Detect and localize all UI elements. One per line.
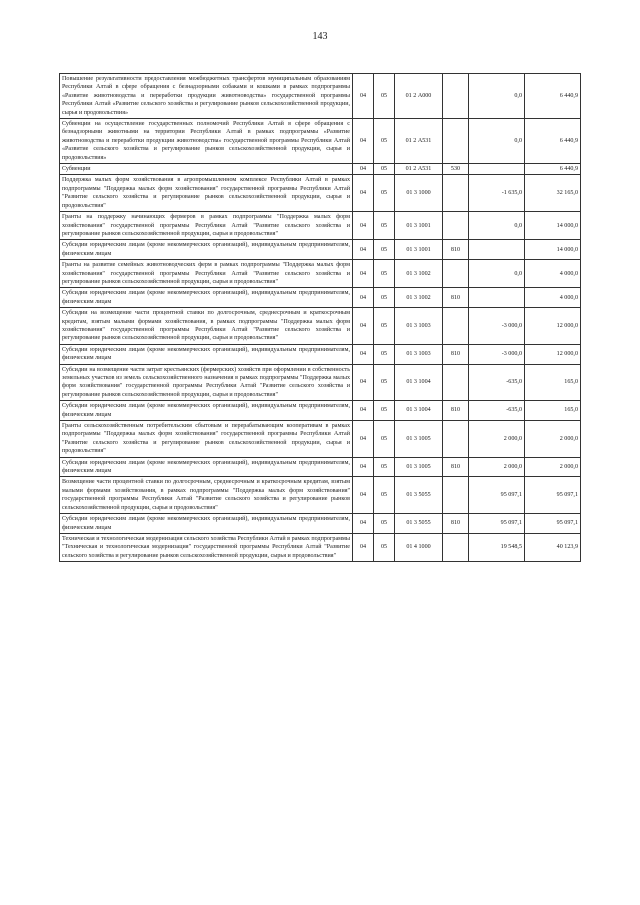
- change-amount-cell: 95 097,1: [469, 514, 525, 534]
- section-code-cell: 04: [353, 175, 374, 212]
- expense-type-cell: [443, 477, 469, 514]
- change-amount-cell: 2 000,0: [469, 421, 525, 458]
- total-amount-cell: 165,0: [525, 364, 581, 401]
- table-row: [60, 401, 581, 421]
- section-code-cell: 04: [353, 421, 374, 458]
- expense-type-cell: [443, 421, 469, 458]
- total-amount-cell: 14 000,0: [525, 240, 581, 260]
- total-amount-cell: 95 097,1: [525, 514, 581, 534]
- table-row: [60, 175, 581, 212]
- subsection-code-cell: 05: [374, 175, 395, 212]
- subsection-code-cell: 05: [374, 308, 395, 345]
- subsection-code-cell: 05: [374, 119, 395, 164]
- target-article-cell: 01 3 1004: [395, 364, 443, 401]
- subsection-code-cell: 05: [374, 344, 395, 364]
- section-code-cell: 04: [353, 401, 374, 421]
- total-amount-cell: 40 123,9: [525, 533, 581, 561]
- subsection-code-cell: 05: [374, 212, 395, 240]
- section-code-cell: 04: [353, 240, 374, 260]
- target-article-cell: 01 3 1003: [395, 344, 443, 364]
- total-amount-cell: 14 000,0: [525, 212, 581, 240]
- expense-type-cell: 810: [443, 514, 469, 534]
- table-row: [60, 212, 581, 240]
- section-code-cell: 04: [353, 477, 374, 514]
- change-amount-cell: 0,0: [469, 212, 525, 240]
- item-name-cell: Субсидии юридическим лицам (кроме некоммерческих организаций), индивидуальным предпринимателям, физическим лицам: [60, 514, 353, 534]
- section-code-cell: 04: [353, 308, 374, 345]
- section-code-cell: 04: [353, 260, 374, 288]
- item-name-cell: Субсидии юридическим лицам (кроме некоммерческих организаций), индивидуальным предпринимателям, физическим лицам: [60, 457, 353, 477]
- target-article-cell: 01 3 1002: [395, 260, 443, 288]
- target-article-cell: 01 3 1000: [395, 175, 443, 212]
- target-article-cell: 01 3 1003: [395, 308, 443, 345]
- table-row: [60, 477, 581, 514]
- expense-type-cell: 810: [443, 288, 469, 308]
- target-article-cell: 01 3 1001: [395, 240, 443, 260]
- total-amount-cell: 12 000,0: [525, 344, 581, 364]
- section-code-cell: 04: [353, 514, 374, 534]
- item-name-cell: Гранты на развитие семейных животноводческих ферм в рамках подпрограммы "Поддержка малых форм хозяйствования" государственной программы Республики Алтай "Развитие сельского хозяйства и регулирование рынков сельскохозяйственной продукции, сырья и продовольствия": [60, 260, 353, 288]
- expense-type-cell: 530: [443, 164, 469, 175]
- subsection-code-cell: 05: [374, 288, 395, 308]
- subsection-code-cell: 05: [374, 260, 395, 288]
- expense-type-cell: [443, 74, 469, 119]
- table-row: [60, 533, 581, 561]
- subsection-code-cell: 05: [374, 364, 395, 401]
- expense-type-cell: 810: [443, 240, 469, 260]
- change-amount-cell: 0,0: [469, 260, 525, 288]
- item-name-cell: Возмещение части процентной ставки по долгосрочным, среднесрочным и краткосрочным кредитам, взятым малыми формами хозяйствования, в рамках подпрограммы "Поддержка малых форм хозяйствования" государственной программы Республики Алтай "Развитие сельского хозяйства и регулирование рынков сельскохозяйственной продукции, сырья и продовольствия": [60, 477, 353, 514]
- table-row: [60, 260, 581, 288]
- change-amount-cell: -3 000,0: [469, 308, 525, 345]
- target-article-cell: 01 3 1005: [395, 457, 443, 477]
- change-amount-cell: -635,0: [469, 364, 525, 401]
- change-amount-cell: 95 097,1: [469, 477, 525, 514]
- total-amount-cell: 6 440,9: [525, 164, 581, 175]
- item-name-cell: Поддержка малых форм хозяйствования в агропромышленном комплексе Республики Алтай в рамках подпрограммы "Поддержка малых форм хозяйствования" государственной программы Республики Алтай "Развитие сельского хозяйства и регулирование рынков сельскохозяйственной продукции, сырья и продовольствия": [60, 175, 353, 212]
- total-amount-cell: 2 000,0: [525, 421, 581, 458]
- total-amount-cell: 6 440,9: [525, 119, 581, 164]
- expense-type-cell: 810: [443, 457, 469, 477]
- total-amount-cell: 4 000,0: [525, 288, 581, 308]
- target-article-cell: 01 3 1004: [395, 401, 443, 421]
- target-article-cell: 01 4 1000: [395, 533, 443, 561]
- expense-type-cell: [443, 212, 469, 240]
- expense-type-cell: 810: [443, 344, 469, 364]
- target-article-cell: 01 3 1005: [395, 421, 443, 458]
- budget-table: [59, 73, 581, 562]
- section-code-cell: 04: [353, 364, 374, 401]
- subsection-code-cell: 05: [374, 477, 395, 514]
- change-amount-cell: 19 548,5: [469, 533, 525, 561]
- item-name-cell: Гранты на поддержку начинающих фермеров в рамках подпрограммы "Поддержка малых форм хозяйствования" государственной программы Республики Алтай "Развитие сельского хозяйства и регулирование рынков сельскохозяйственной продукции, сырья и продовольствия": [60, 212, 353, 240]
- table-row: [60, 164, 581, 175]
- expense-type-cell: [443, 364, 469, 401]
- change-amount-cell: 0,0: [469, 74, 525, 119]
- item-name-cell: Повышение результативности предоставления межбюджетных трансфертов муниципальным образованиям Республики Алтай в сфере обращения с безнадзорными собаками и кошками в рамках подпрограммы «Развитие животноводства и переработки продукции животноводства» государственной программы Республики Алтай «Развитие сельского хозяйства и регулирование рынков сельскохозяйственной продукции, сырья и продовольствия»: [60, 74, 353, 119]
- expense-type-cell: 810: [443, 401, 469, 421]
- item-name-cell: Субвенции: [60, 164, 353, 175]
- item-name-cell: Гранты сельскохозяйственным потребительским сбытовым и перерабатывающим кооперативам в рамках подпрограммы "Поддержка малых форм хозяйствования" государственной программы Республики Алтай "Развитие сельского хозяйства и регулирование рынков сельскохозяйственной продукции, сырья и продовольствия": [60, 421, 353, 458]
- item-name-cell: Субсидии на возмещение части затрат крестьянских (фермерских) хозяйств при оформлении в собственность земельных участков из земель сельскохозяйственного назначения в рамках подпрограммы "Поддержка малых форм хозяйствования" государственной программы Республики Алтай "Развитие сельского хозяйства и регулирование рынков сельскохозяйственной продукции, сырья и продовольствия": [60, 364, 353, 401]
- table-row: [60, 119, 581, 164]
- change-amount-cell: -1 635,0: [469, 175, 525, 212]
- target-article-cell: 01 3 5055: [395, 514, 443, 534]
- table-row: [60, 344, 581, 364]
- change-amount-cell: [469, 164, 525, 175]
- section-code-cell: 04: [353, 344, 374, 364]
- subsection-code-cell: 05: [374, 240, 395, 260]
- section-code-cell: 04: [353, 119, 374, 164]
- section-code-cell: 04: [353, 74, 374, 119]
- expense-type-cell: [443, 119, 469, 164]
- change-amount-cell: 0,0: [469, 119, 525, 164]
- table-row: [60, 457, 581, 477]
- change-amount-cell: 2 000,0: [469, 457, 525, 477]
- expense-type-cell: [443, 260, 469, 288]
- change-amount-cell: [469, 288, 525, 308]
- table-row: [60, 421, 581, 458]
- item-name-cell: Субвенции на осуществление государственных полномочий Республики Алтай в сфере обращения с безнадзорными животными на территории Республики Алтай в рамках подпрограммы «Развитие животноводства и переработки продукции животноводства» государственной программы Республики Алтай «Развитие сельского хозяйства и регулирование рынков сельскохозяйственной продукции, сырья и продовольствия»: [60, 119, 353, 164]
- table-row: [60, 288, 581, 308]
- subsection-code-cell: 05: [374, 421, 395, 458]
- expense-type-cell: [443, 533, 469, 561]
- table-body: [60, 74, 581, 562]
- item-name-cell: Субсидии юридическим лицам (кроме некоммерческих организаций), индивидуальным предпринимателям, физическим лицам: [60, 288, 353, 308]
- target-article-cell: 01 3 5055: [395, 477, 443, 514]
- target-article-cell: 01 2 А531: [395, 164, 443, 175]
- total-amount-cell: 95 097,1: [525, 477, 581, 514]
- change-amount-cell: -635,0: [469, 401, 525, 421]
- page-number: 143: [312, 31, 328, 42]
- subsection-code-cell: 05: [374, 533, 395, 561]
- table-row: [60, 74, 581, 119]
- total-amount-cell: 12 000,0: [525, 308, 581, 345]
- section-code-cell: 04: [353, 288, 374, 308]
- total-amount-cell: 4 000,0: [525, 260, 581, 288]
- item-name-cell: Субсидии юридическим лицам (кроме некоммерческих организаций), индивидуальным предпринимателям, физическим лицам: [60, 344, 353, 364]
- table-row: [60, 514, 581, 534]
- table-row: [60, 240, 581, 260]
- target-article-cell: 01 2 А000: [395, 74, 443, 119]
- item-name-cell: Субсидии юридическим лицам (кроме некоммерческих организаций), индивидуальным предпринимателям, физическим лицам: [60, 240, 353, 260]
- section-code-cell: 04: [353, 533, 374, 561]
- table-row: [60, 364, 581, 401]
- section-code-cell: 04: [353, 164, 374, 175]
- total-amount-cell: 6 440,9: [525, 74, 581, 119]
- section-code-cell: 04: [353, 212, 374, 240]
- target-article-cell: 01 3 1001: [395, 212, 443, 240]
- subsection-code-cell: 05: [374, 514, 395, 534]
- expense-type-cell: [443, 175, 469, 212]
- subsection-code-cell: 05: [374, 401, 395, 421]
- target-article-cell: 01 3 1002: [395, 288, 443, 308]
- item-name-cell: Техническая и технологическая модернизация сельского хозяйства Республики Алтай в рамках подпрограммы "Техническая и технологическая модернизация" государственной программы Республики Алтай "Развитие сельского хозяйства и регулирование рынков сельскохозяйственной продукции, сырья и продовольствия": [60, 533, 353, 561]
- expense-type-cell: [443, 308, 469, 345]
- item-name-cell: Субсидии на возмещение части процентной ставки по долгосрочным, среднесрочным и краткосрочным кредитам, взятым малыми формами хозяйствования, в рамках подпрограммы "Поддержка малых форм хозяйствования" государственной программы Республики Алтай "Развитие сельского хозяйства и регулирование рынков сельскохозяйственной продукции, сырья и продовольствия": [60, 308, 353, 345]
- item-name-cell: Субсидии юридическим лицам (кроме некоммерческих организаций), индивидуальным предпринимателям, физическим лицам: [60, 401, 353, 421]
- target-article-cell: 01 2 А531: [395, 119, 443, 164]
- table-row: [60, 308, 581, 345]
- total-amount-cell: 165,0: [525, 401, 581, 421]
- section-code-cell: 04: [353, 457, 374, 477]
- subsection-code-cell: 05: [374, 164, 395, 175]
- change-amount-cell: -3 000,0: [469, 344, 525, 364]
- subsection-code-cell: 05: [374, 457, 395, 477]
- change-amount-cell: [469, 240, 525, 260]
- subsection-code-cell: 05: [374, 74, 395, 119]
- total-amount-cell: 32 165,0: [525, 175, 581, 212]
- total-amount-cell: 2 000,0: [525, 457, 581, 477]
